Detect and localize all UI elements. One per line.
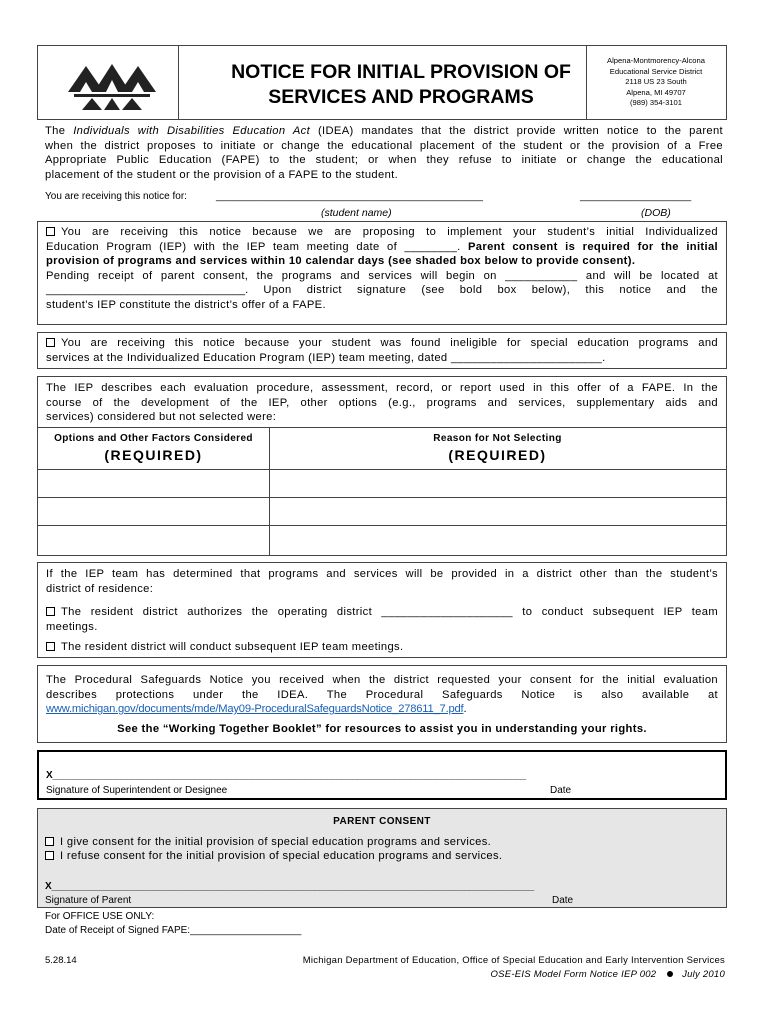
required-left: (REQUIRED)	[104, 447, 203, 463]
dob-field[interactable]: ____________________	[580, 191, 692, 202]
link-suffix: .	[463, 703, 467, 716]
table-row[interactable]	[38, 469, 726, 498]
resident-authorizes-checkbox[interactable]	[46, 607, 55, 616]
box1-line-2	[46, 240, 718, 255]
box1-line-4: Pending receipt of parent consent, the programs and services will begin on ___________ and will be located at	[46, 269, 718, 282]
receipt-date-field[interactable]: Date of Receipt of Signed FAPE:____________________	[45, 925, 302, 936]
procedural-safeguards-link[interactable]: www.michigan.gov/documents/mde/May09-ProceduralSafeguardsNotice_278611_7.pdf	[46, 703, 464, 716]
footer-form-date: July 2010	[682, 969, 725, 980]
box4-line-2: district of residence:	[46, 582, 154, 595]
form-version: 5.28.14	[45, 955, 77, 966]
bullet-icon	[667, 971, 673, 977]
student-name-caption: (student name)	[321, 207, 392, 219]
mountain-logo-icon	[66, 60, 158, 112]
box4-opt1-line-1	[46, 605, 718, 620]
resident-conducts-checkbox[interactable]	[46, 642, 55, 651]
box4-opt1-line-2: meetings.	[46, 620, 98, 633]
parent-signature-label: Signature of Parent	[45, 895, 132, 906]
working-together-note: See the “Working Together Booklet” for resources to assist you in understanding your rights.	[117, 722, 647, 735]
parent-date-label: Date	[552, 895, 574, 906]
options-considered-box	[37, 376, 727, 556]
procedural-safeguards-box	[37, 665, 727, 743]
box3-line-3: services) considered but not selected were:	[46, 411, 277, 424]
title-line-2: SERVICES AND PROGRAMS	[268, 86, 534, 108]
box5-line-3	[46, 702, 718, 717]
parent-consent-box	[37, 808, 727, 908]
table-row[interactable]	[38, 525, 726, 557]
box5-line-1: The Procedural Safeguards Notice you received when the district requested your consent for the initial evaluation	[46, 674, 718, 686]
district-name-1: Alpena-Montmorency-Alcona	[607, 56, 705, 65]
intro-line-3: Appropriate Public Education (FAPE) to the student; or when they refuse to initiate or change the educational	[45, 154, 723, 167]
intro-line-2: when the district proposes to initiate or change the educational placement of the student or the provision of a Free	[45, 139, 723, 152]
title-line-1: NOTICE FOR INITIAL PROVISION OF	[231, 61, 571, 83]
footer-form-id: OSE-EIS Model Form Notice IEP 002	[490, 969, 657, 980]
district-signature-box	[37, 750, 727, 800]
parent-consent-heading: PARENT CONSENT	[333, 816, 431, 827]
operating-district-box	[37, 562, 727, 658]
box1-line-6: student’s IEP constitute the district’s offer of a FAPE.	[46, 298, 326, 311]
options-table	[38, 427, 726, 556]
location-blank: ________________________________.	[46, 284, 249, 297]
box1-line-1	[46, 225, 718, 240]
box2-line-1	[46, 336, 718, 351]
district-street: 2118 US 23 South	[625, 77, 687, 87]
page-title	[178, 60, 624, 110]
box3-line-2: course of the development of the IEP, other options (e.g., programs and services, supplementary aids and	[46, 396, 718, 409]
district-logo	[66, 60, 158, 112]
box1-line-2-text: Education Program (IEP) with the IEP team meeting date of ________.	[46, 240, 468, 253]
header-box	[37, 45, 727, 120]
ineligible-box	[37, 332, 727, 369]
give-consent-checkbox[interactable]	[45, 837, 54, 846]
superintendent-signature-label: Signature of Superintendent or Designee	[46, 785, 228, 796]
office-use	[45, 910, 301, 938]
superintendent-date-label: Date	[550, 785, 572, 796]
district-name-2: Educational Service District	[609, 66, 703, 76]
footer-department: Michigan Department of Education, Office of Special Education and Early Intervention Services	[302, 955, 725, 966]
intro-paragraph	[45, 124, 723, 182]
initial-iep-checkbox[interactable]	[46, 227, 55, 236]
initial-iep-box	[37, 221, 727, 325]
box1-line-5-text: Upon district signature (see bold box below), this notice and the	[263, 284, 718, 297]
dob-caption: (DOB)	[641, 207, 671, 219]
col-options-header: Options and Other Factors Considered	[54, 433, 253, 444]
box5-line-2: describes protections under the IDEA. The Procedural Safeguards Notice is also available at	[46, 688, 718, 701]
act-name: Individuals with Disabilities Education Act	[73, 125, 311, 137]
refuse-consent-checkbox[interactable]	[45, 851, 54, 860]
parent-signature-line[interactable]: X__________________________________________________________________________________________	[45, 881, 535, 892]
receiving-row	[45, 191, 725, 221]
box2-line-1-text: You are receiving this notice because your student was found ineligible for special education programs and	[61, 337, 718, 349]
district-address	[586, 56, 726, 109]
refuse-consent-text: I refuse consent for the initial provision of special education programs and services.	[60, 850, 503, 862]
col-reason-header: Reason for Not Selecting	[433, 433, 562, 444]
box4-opt2	[46, 640, 718, 655]
box2-line-2: services at the Individualized Education Program (IEP) team meeting, dated _______________________.	[46, 351, 606, 364]
box1-line-5	[46, 283, 718, 298]
box1-line-3: provision of programs and services within 10 calendar days (see shaded box below to provide consent).	[46, 255, 636, 268]
consent-required-text: Parent consent is required for the initial	[467, 240, 718, 253]
opt1-text: The resident district authorizes the operating district ____________________ to conduct subsequent IEP team	[61, 606, 718, 619]
consent-refuse-row	[45, 849, 502, 864]
consent-give-row	[45, 835, 491, 850]
footer-form-id-row	[245, 969, 725, 980]
intro-line-1	[45, 124, 723, 139]
receiving-label: You are receiving this notice for:	[45, 191, 187, 202]
required-right: (REQUIRED)	[448, 447, 547, 463]
give-consent-text: I give consent for the initial provision of special education programs and services.	[60, 836, 492, 848]
district-phone: (989) 354-3101	[630, 98, 682, 108]
box4-line-1: If the IEP team has determined that programs and services will be provided in a district other than the student’s	[46, 568, 718, 580]
student-name-field[interactable]: ________________________________________________	[216, 191, 483, 202]
intro-prefix: The	[45, 125, 74, 137]
intro-suffix: (IDEA) mandates that the district provide written notice to the parent	[310, 125, 723, 137]
box3-line-1: The IEP describes each evaluation procedure, assessment, record, or report used in this offer of a FAPE. In the	[46, 382, 718, 394]
box3-paragraph	[46, 381, 718, 425]
office-use-label: For OFFICE USE ONLY:	[45, 911, 155, 922]
box1-line-1-text: You are receiving this notice because we are proposing to implement your student’s initial Individualized	[61, 226, 718, 238]
district-city: Alpena, MI 49707	[626, 87, 686, 97]
intro-line-4: placement of the student or the provision of a FAPE to the student.	[45, 168, 399, 181]
table-row[interactable]	[38, 497, 726, 526]
ineligible-checkbox[interactable]	[46, 338, 55, 347]
opt2-text: The resident district will conduct subsequent IEP team meetings.	[61, 641, 404, 654]
superintendent-signature-line[interactable]: X__________________________________________________________________________________________	[46, 770, 526, 781]
